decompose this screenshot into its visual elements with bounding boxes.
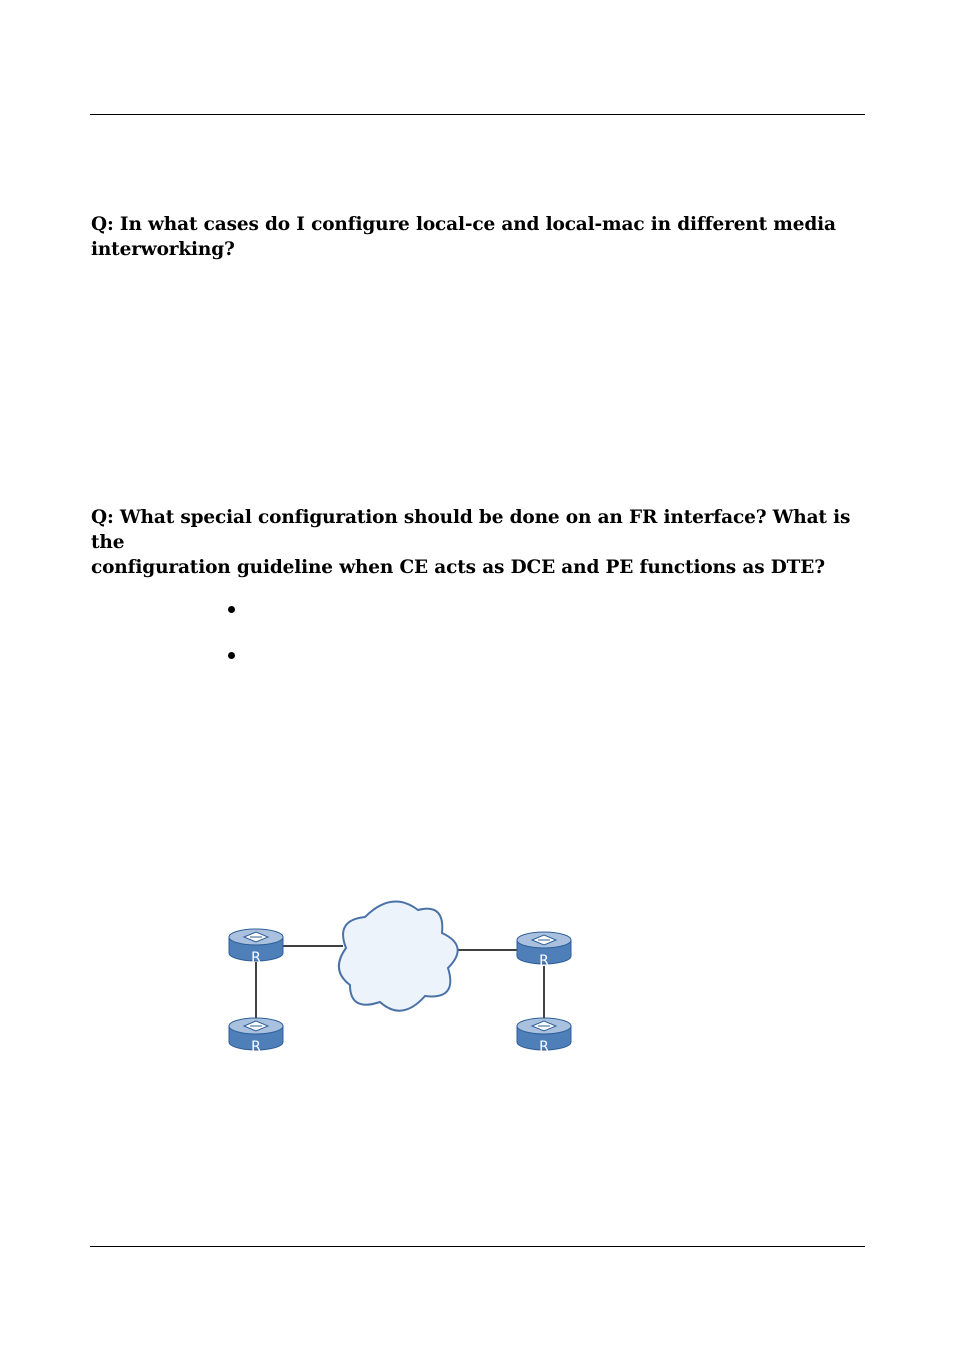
question-line-2: interworking? [91,239,235,260]
router-icon-bottom-right [517,1018,571,1055]
router-label: R [251,1039,261,1055]
router-icon-bottom-left [229,1018,283,1055]
question-line-2: configuration guideline when CE acts as DCE and PE functions as DTE? [91,557,825,578]
question-line-1: Q: In what cases do I configure local-ce and local-mac in different media [91,214,836,235]
router-label: R [251,950,261,966]
router-label: R [539,953,549,969]
router-icon-top-left [229,929,283,966]
footer-rule [90,1246,865,1247]
cloud-network [339,901,458,1010]
question-line-1: Q: What special configuration should be done on an FR interface? What is the [91,507,851,553]
router-label: R [539,1039,549,1055]
router-icon-top-right [517,932,571,969]
